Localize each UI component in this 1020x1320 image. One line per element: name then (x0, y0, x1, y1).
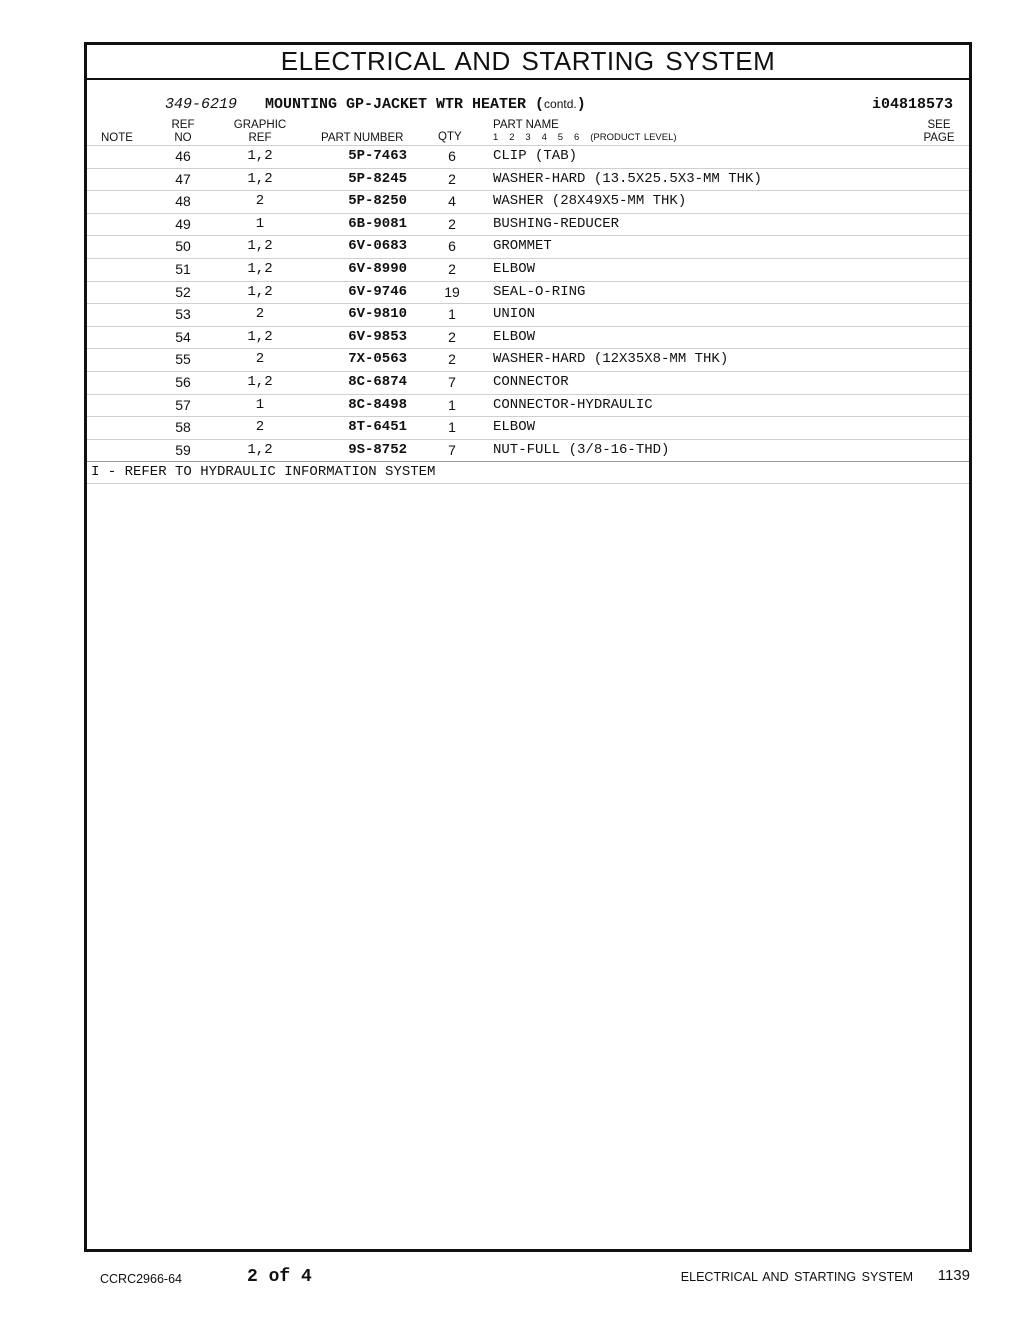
qty-cell: 2 (448, 215, 456, 232)
part-name-cell: WASHER (28X49X5-MM THK) (493, 193, 687, 210)
qty-cell: 19 (444, 283, 460, 300)
ref-no-cell: 59 (175, 441, 191, 458)
graphic-ref-cell: 1,2 (247, 260, 273, 277)
part-number-cell: 7X-0563 (348, 351, 407, 368)
header-part-number: PART NUMBER (321, 132, 404, 144)
table-row (87, 145, 969, 168)
part-number-cell: 6B-9081 (348, 215, 407, 232)
table-row (87, 168, 969, 191)
parts-table (87, 145, 969, 484)
graphic-ref-cell: 2 (255, 193, 265, 210)
graphic-ref-cell: 1 (255, 215, 265, 232)
qty-cell: 4 (448, 193, 456, 210)
part-name-cell: SEAL-O-RING (493, 283, 586, 300)
header-qty: QTY (438, 131, 462, 143)
part-name-cell: CLIP (TAB) (493, 148, 578, 164)
page-frame (84, 42, 972, 1252)
part-number-cell: 8T-6451 (348, 419, 407, 436)
header-graphic-top: GRAPHIC (233, 119, 287, 131)
part-name-cell: ELBOW (493, 419, 536, 436)
part-number-cell: 6V-9810 (348, 306, 407, 323)
graphic-ref-cell: 1,2 (247, 238, 273, 255)
group-name-text: MOUNTING GP-JACKET WTR HEATER ( (265, 96, 545, 113)
graphic-ref-cell: 2 (255, 351, 265, 368)
ref-no-cell: 48 (175, 193, 191, 210)
graphic-ref-cell: 1,2 (247, 441, 273, 458)
graphic-ref-cell: 1,2 (247, 170, 273, 187)
table-row (87, 258, 969, 281)
footer-document-code: CCRC2966-64 (100, 1272, 182, 1286)
table-row (87, 235, 969, 258)
table-row (87, 394, 969, 417)
part-number-cell: 8C-6874 (348, 373, 407, 390)
graphic-ref-cell: 2 (255, 419, 265, 436)
part-name-cell: UNION (493, 306, 536, 323)
table-row (87, 326, 969, 349)
group-code: 349-6219 (165, 96, 238, 113)
part-name-cell: ELBOW (493, 328, 536, 345)
ref-no-cell: 52 (175, 283, 191, 300)
header-see-page (917, 119, 961, 145)
graphic-ref-cell: 1 (255, 396, 265, 413)
qty-cell: 1 (448, 306, 456, 323)
header-graphic-ref (225, 119, 295, 145)
group-name (265, 96, 586, 113)
part-number-cell: 9S-8752 (348, 441, 407, 458)
table-row (87, 439, 969, 462)
table-row (87, 213, 969, 236)
page-title: ELECTRICAL AND STARTING SYSTEM (87, 45, 969, 80)
ref-no-cell: 56 (175, 373, 191, 390)
footer-section-title: ELECTRICAL AND STARTING SYSTEM (680, 1270, 913, 1284)
part-name-cell: CONNECTOR-HYDRAULIC (493, 396, 653, 413)
ref-no-cell: 50 (175, 238, 191, 255)
group-name-close: ) (576, 96, 586, 113)
part-name-cell: CONNECTOR (493, 373, 569, 390)
footer-page-number: 1139 (937, 1267, 970, 1284)
table-row (87, 416, 969, 439)
part-name-cell: ELBOW (493, 260, 536, 277)
header-ref-bottom: NO (174, 132, 192, 144)
qty-cell: 7 (448, 373, 456, 390)
qty-cell: 2 (448, 328, 456, 345)
part-number-cell: 6V-8990 (348, 260, 407, 277)
qty-cell: 2 (448, 351, 456, 368)
header-part-name: PART NAME (493, 119, 559, 131)
ref-no-cell: 46 (175, 148, 191, 164)
ref-no-cell: 55 (175, 351, 191, 368)
graphic-ref-cell: 1,2 (247, 328, 273, 345)
table-row (87, 303, 969, 326)
parts-table-body (87, 145, 969, 461)
part-name-cell: GROMMET (493, 238, 552, 255)
qty-cell: 7 (448, 441, 456, 458)
footnote-row (87, 461, 969, 484)
part-number-cell: 5P-8250 (348, 193, 407, 210)
part-number-cell: 5P-8245 (348, 170, 407, 187)
graphic-ref-cell: 1,2 (247, 373, 273, 390)
part-name-cell: NUT-FULL (3/8-16-THD) (493, 441, 670, 458)
part-number-cell: 6V-0683 (348, 238, 407, 255)
header-see-bottom: PAGE (923, 132, 955, 144)
header-ref-no (163, 119, 203, 145)
table-row (87, 348, 969, 371)
ref-no-cell: 51 (175, 260, 191, 277)
ref-no-cell: 58 (175, 419, 191, 436)
qty-cell: 6 (448, 148, 456, 164)
table-row (87, 371, 969, 394)
ref-no-cell: 54 (175, 328, 191, 345)
header-note: NOTE (101, 132, 133, 144)
part-name-cell: WASHER-HARD (12X35X8-MM THK) (493, 351, 729, 368)
header-product-level: 1 2 3 4 5 6 (PRODUCT LEVEL) (493, 132, 677, 143)
graphic-ref-cell: 1,2 (247, 148, 273, 164)
qty-cell: 6 (448, 238, 456, 255)
qty-cell: 1 (448, 396, 456, 413)
part-number-cell: 8C-8498 (348, 396, 407, 413)
ref-no-cell: 47 (175, 170, 191, 187)
part-name-cell: BUSHING-REDUCER (493, 215, 620, 232)
header-see-top: SEE (927, 119, 951, 131)
ref-no-cell: 49 (175, 215, 191, 232)
ref-no-cell: 53 (175, 306, 191, 323)
header-ref-top: REF (171, 119, 195, 131)
footnote-text: I - REFER TO HYDRAULIC INFORMATION SYSTEM (91, 464, 436, 481)
contd-label: contd. (544, 97, 577, 111)
footer-page-of: 2 of 4 (247, 1267, 312, 1287)
document-id: i04818573 (871, 96, 953, 113)
part-number-cell: 5P-7463 (348, 148, 407, 164)
part-name-cell: WASHER-HARD (13.5X25.5X3-MM THK) (493, 170, 762, 187)
part-number-cell: 6V-9746 (348, 283, 407, 300)
table-row (87, 281, 969, 304)
part-number-cell: 6V-9853 (348, 328, 407, 345)
table-row (87, 190, 969, 213)
header-graphic-bottom: REF (248, 132, 272, 144)
graphic-ref-cell: 1,2 (247, 283, 273, 300)
ref-no-cell: 57 (175, 396, 191, 413)
qty-cell: 1 (448, 419, 456, 436)
graphic-ref-cell: 2 (255, 306, 265, 323)
qty-cell: 2 (448, 170, 456, 187)
qty-cell: 2 (448, 260, 456, 277)
